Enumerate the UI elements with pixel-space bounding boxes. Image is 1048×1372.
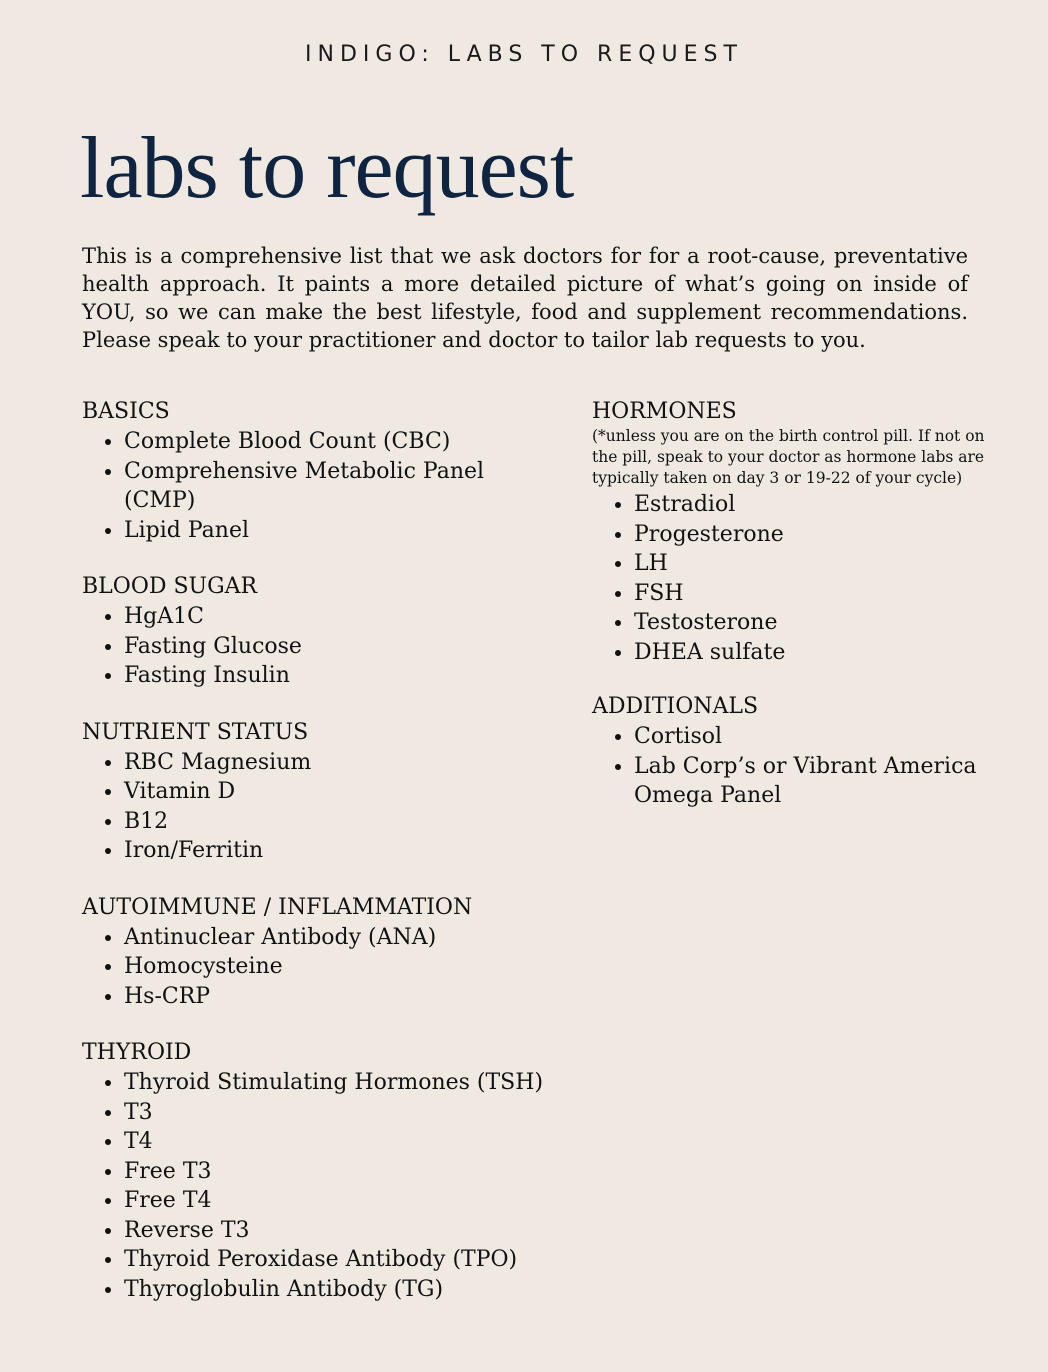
left-column <box>82 398 562 1332</box>
lab-item: • HgA1C <box>124 602 562 632</box>
lab-item: • Antinuclear Antibody (ANA) <box>124 923 562 953</box>
page-header: INDIGO: LABS TO REQUEST <box>305 42 743 67</box>
lab-list <box>82 602 562 691</box>
lab-list <box>592 722 1012 811</box>
section-thyroid <box>82 1039 562 1304</box>
page-title: labs to request <box>80 120 574 217</box>
hormones-note: (*unless you are on the birth control pill. If not on the pill, speak to your doctor as hormone labs are typically taken on day 3 or 19-22 of your cycle) <box>592 427 985 487</box>
lab-item: • DHEA sulfate <box>634 638 1012 668</box>
lab-item: • Thyroid Peroxidase Antibody (TPO) <box>124 1245 562 1275</box>
lab-item: • Thyroid Stimulating Hormones (TSH) <box>124 1068 562 1098</box>
lab-item: • Progesterone <box>634 520 1012 550</box>
lab-item: • Testosterone <box>634 608 1012 638</box>
section-additionals <box>592 693 1012 811</box>
intro-paragraph: This is a comprehensive list that we ask doctors for for a root-cause, preventative health approach. It paints a more detailed picture of what’s going on inside of YOU, so we can make the best lifestyle, food and supplement recommendations. Please speak to your practitioner and doctor to tailor lab requests to you. <box>82 244 968 352</box>
lab-item: • Free T3 <box>124 1157 562 1187</box>
section-blood-sugar <box>82 573 562 691</box>
section-nutrient-status <box>82 719 562 866</box>
lab-item: • Iron/Ferritin <box>124 836 562 866</box>
lab-item: • Fasting Insulin <box>124 661 562 691</box>
lab-item: • RBC Magnesium <box>124 748 562 778</box>
lab-item: • Estradiol <box>634 490 1012 520</box>
lab-item: • B12 <box>124 807 562 837</box>
lab-item: • Lab Corp’s or Vibrant America Omega Panel <box>634 752 1012 811</box>
right-column <box>592 398 1012 837</box>
lab-item: • FSH <box>634 579 1012 609</box>
lab-item: • Free T4 <box>124 1186 562 1216</box>
section-title: BLOOD SUGAR <box>82 574 258 599</box>
lab-list <box>592 490 1012 667</box>
lab-item: • Reverse T3 <box>124 1216 562 1246</box>
lab-item: • Comprehensive Metabolic Panel (CMP) <box>124 457 562 516</box>
lab-item: • T3 <box>124 1098 562 1128</box>
lab-item: • T4 <box>124 1127 562 1157</box>
section-title: THYROID <box>82 1040 192 1065</box>
section-hormones <box>592 398 1012 667</box>
section-title: BASICS <box>82 399 170 424</box>
lab-item: • Hs-CRP <box>124 982 562 1012</box>
lab-item: • Thyroglobulin Antibody (TG) <box>124 1275 562 1305</box>
lab-list <box>82 923 562 1012</box>
section-title: NUTRIENT STATUS <box>82 719 309 745</box>
lab-item: • Complete Blood Count (CBC) <box>124 427 562 457</box>
section-title: AUTOIMMUNE / INFLAMMATION <box>82 894 473 920</box>
lab-item: • Vitamin D <box>124 777 562 807</box>
lab-list <box>82 427 562 545</box>
section-title: HORMONES <box>592 399 737 424</box>
section-autoimmune <box>82 894 562 1012</box>
lab-item: • Fasting Glucose <box>124 632 562 662</box>
lab-list <box>82 748 562 866</box>
lab-list <box>82 1068 562 1304</box>
section-basics <box>82 398 562 545</box>
lab-item: • Cortisol <box>634 722 1012 752</box>
section-title: ADDITIONALS <box>592 694 759 719</box>
lab-item: • Homocysteine <box>124 952 562 982</box>
lab-item: • Lipid Panel <box>124 516 562 546</box>
lab-item: • LH <box>634 549 1012 579</box>
